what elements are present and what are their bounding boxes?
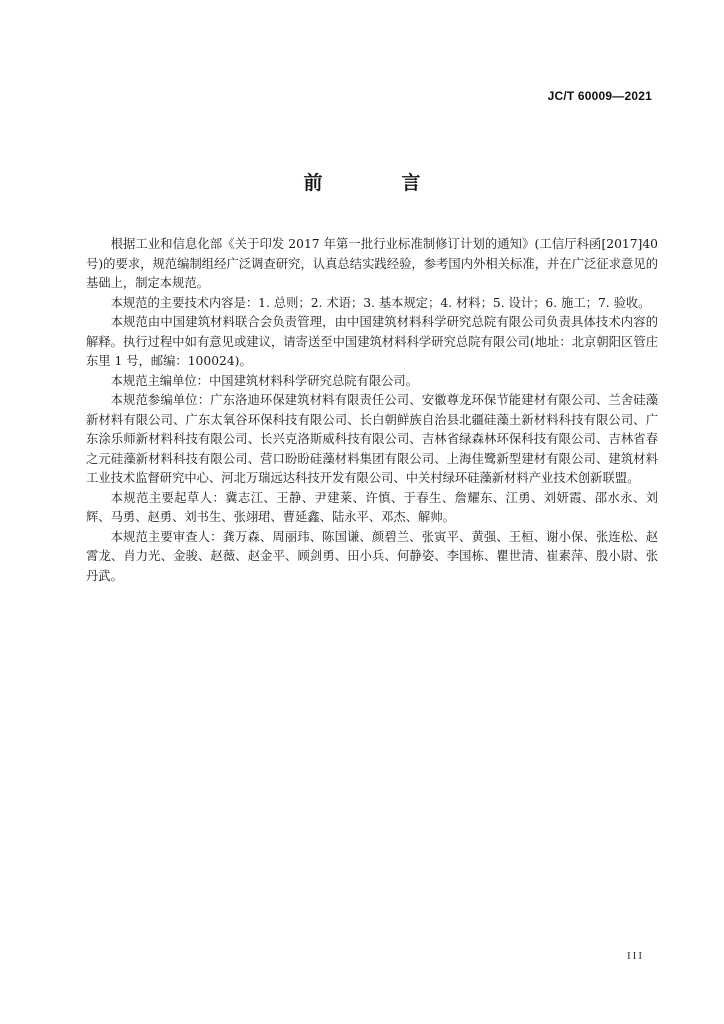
page-number: III: [627, 950, 644, 962]
paragraph-drafters: 本规范主要起草人：冀志江、王静、尹建莱、许慎、于春生、詹耀东、江勇、刘妍霞、邵水永、刘辉、马勇、赵勇、刘书生、张翊珺、曹延鑫、陆永平、邓杰、解帅。: [86, 490, 658, 524]
paragraph-main-content: 本规范的主要技术内容是：1. 总则；2. 术语；3. 基本规定；4. 材料；5. 设计；6. 施工；7. 验收。: [110, 295, 651, 310]
paragraph-basis: 根据工业和信息化部《关于印发 2017 年第一批行业标准制修订计划的通知》(工信厅科函[2017]40号)的要求，规范编制组经广泛调查研究，认真总结实践经验，参考国内外相关标准，并在广泛征求意见的基础上，制定本规范。: [86, 237, 658, 290]
paragraph-management: 本规范由中国建筑材料联合会负责管理，由中国建筑材料科学研究总院有限公司负责具体技术内容的解释。执行过程中如有意见或建议，请寄送至中国建筑材料科学研究总院有限公司(地址：北京朝阳区管庄东里 1 号，邮编：100024)。: [86, 315, 658, 368]
paragraph-reviewers: 本规范主要审查人：龚万森、周丽玮、陈国谦、颜碧兰、张寅平、黄强、王桓、谢小保、张连松、赵霄龙、肖力光、金骏、赵薇、赵金平、顾剑勇、田小兵、何静姿、李国栋、瞿世清、崔素萍、殷小尉、张丹武。: [86, 529, 658, 583]
paragraph-chief-editor: 本规范主编单位：中国建筑材料科学研究总院有限公司。: [110, 373, 419, 388]
preface-body: [86, 235, 658, 586]
standard-code: JC/T 60009—2021: [547, 89, 652, 103]
page-title: 前 言: [303, 172, 451, 194]
paragraph-participants: 本规范参编单位：广东洛迪环保建筑材料有限责任公司、安徽尊龙环保节能建材有限公司、兰舍硅藻新材料有限公司、广东太氧谷环保科技有限公司、长白朝鲜族自治县北疆硅藻土新材料科技有限公司、广东涂乐师新材料科技有限公司、长兴克洛斯威科技有限公司、吉林省绿森林环保科技有限公司、吉林省春之元硅藻新材料科技有限公司、营口盼盼硅藻材料集团有限公司、上海佳鹭新型建材有限公司、建筑材料工业技术监督研究中心、河北万瑞远达科技开发有限公司、中关村绿环硅藻新材料产业技术创新联盟。: [86, 393, 658, 485]
